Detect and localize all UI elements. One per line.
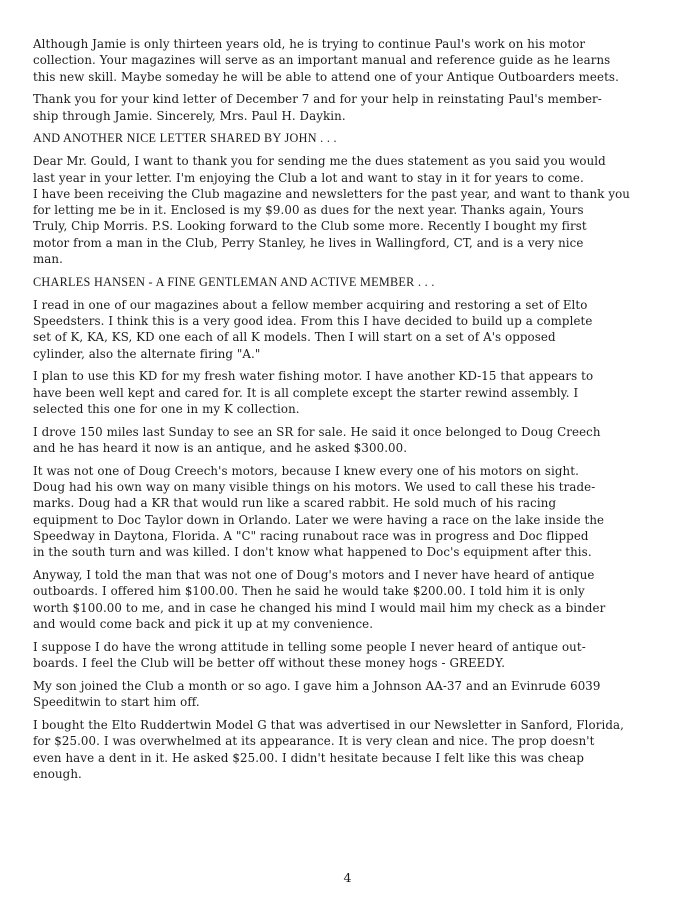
paragraph [33, 678, 663, 711]
text-line: even have a dent in it. He asked $25.00. I didn't hesitate because I felt like this was cheap [33, 750, 585, 765]
text-line: Speedsters. I think this is a very good idea. From this I have decided to build up a complete [33, 313, 593, 328]
paragraph [33, 567, 663, 632]
text-line: Doug had his own way on many visible things on his motors. We used to call these his trade- [33, 480, 596, 495]
text-line: motor from a man in the Club, Perry Stanley, he lives in Wallingford, CT, and is a very nice [33, 235, 584, 250]
text-line: set of K, KA, KS, KD one each of all K models. Then I will start on a set of A's opposed [33, 330, 556, 345]
text-line: and would come back and pick it up at my convenience. [33, 617, 374, 631]
text-line: I have been receiving the Club magazine and newsletters for the past year, and want to thank you [33, 186, 630, 201]
text-line: enough. [33, 766, 82, 781]
paragraph [33, 297, 663, 362]
text-line: this new skill. Maybe someday he will be able to attend one of your Antique Outboarders meets. [33, 69, 619, 84]
text-line: Anyway, I told the man that was not one of Doug's motors and I never have heard of antique [33, 568, 595, 583]
text-line: I read in one of our magazines about a fellow member acquiring and restoring a set of Elto [33, 297, 588, 312]
text-line: Although Jamie is only thirteen years old, he is trying to continue Paul's work on his motor [33, 37, 586, 51]
text-line: I drove 150 miles last Sunday to see an SR for sale. He said it once belonged to Doug Creech [33, 424, 601, 439]
text-line: equipment to Doc Taylor down in Orlando. Later we were having a race on the lake inside the [33, 512, 605, 527]
text-line: My son joined the Club a month or so ago. I gave him a Johnson AA-37 and an Evinrude 6039 [33, 678, 601, 693]
paragraph [33, 153, 663, 267]
paragraph [33, 368, 663, 417]
text-line: I plan to use this KD for my fresh water fishing motor. I have another KD-15 that appears to [33, 369, 594, 384]
paragraph [33, 639, 663, 672]
text-line: in the south turn and was killed. I don't know what happened to Doc's equipment after this. [33, 545, 592, 560]
text-line: ship through Jamie. Sincerely, Mrs. Paul H. Daykin. [33, 108, 346, 123]
text-line: CHARLES HANSEN - A FINE GENTLEMAN AND ACTIVE MEMBER . . . [33, 274, 435, 289]
text-line: last year in your letter. I'm enjoying the Club a lot and want to stay in it for years to come. [33, 170, 584, 185]
text-line: outboards. I offered him $100.00. Then he said he would take $200.00. I told him it is only [33, 584, 585, 599]
paragraph [33, 91, 663, 124]
text-line: cylinder, also the alternate firing "A." [33, 346, 261, 361]
text-line: I suppose I do have the wrong attitude in telling some people I never heard of antique out- [33, 639, 586, 654]
page-body [33, 36, 663, 789]
section-heading [33, 274, 663, 290]
text-line: selected this one for one in my K collection. [33, 401, 300, 416]
text-line: Dear Mr. Gould, I want to thank you for sending me the dues statement as you said you would [33, 154, 606, 169]
text-line: have been well kept and cared for. It is all complete except the starter rewind assembly. I [33, 385, 579, 400]
text-line: Truly, Chip Morris. P.S. Looking forward to the Club some more. Recently I bought my first [33, 219, 587, 234]
text-line: worth $100.00 to me, and in case he changed his mind I would mail him my check as a binder [33, 600, 606, 615]
text-line: I bought the Elto Ruddertwin Model G that was advertised in our Newsletter in Sanford, Florida, [33, 717, 625, 732]
text-line: for $25.00. I was overwhelmed at its appearance. It is very clean and nice. The prop doesn't [33, 734, 595, 749]
paragraph [33, 463, 663, 561]
text-line: collection. Your magazines will serve as an important manual and reference guide as he learns [33, 53, 611, 68]
paragraph [33, 717, 663, 782]
text-line: for letting me be in it. Enclosed is my $9.00 as dues for the next year. Thanks again, Yours [33, 203, 584, 218]
text-line: It was not one of Doug Creech's motors, because I knew every one of his motors on sight. [33, 463, 579, 478]
text-line: boards. I feel the Club will be better off without these money hogs - GREEDY. [33, 656, 506, 671]
text-line: marks. Doug had a KR that would run like a scared rabbit. He sold much of his racing [33, 496, 557, 511]
paragraph [33, 36, 663, 85]
text-line: and he has heard it now is an antique, and he asked $300.00. [33, 441, 408, 456]
text-line: man. [33, 252, 63, 267]
page-number: 4 [343, 870, 352, 885]
text-line: AND ANOTHER NICE LETTER SHARED BY JOHN . . . [33, 131, 337, 146]
text-line: Speedway in Daytona, Florida. A "C" racing runabout race was in progress and Doc flipped [33, 529, 589, 544]
text-line: Thank you for your kind letter of December 7 and for your help in reinstating Paul's member- [33, 92, 602, 107]
paragraph [33, 424, 663, 457]
section-heading [33, 130, 663, 146]
text-line: Speeditwin to start him off. [33, 695, 200, 710]
